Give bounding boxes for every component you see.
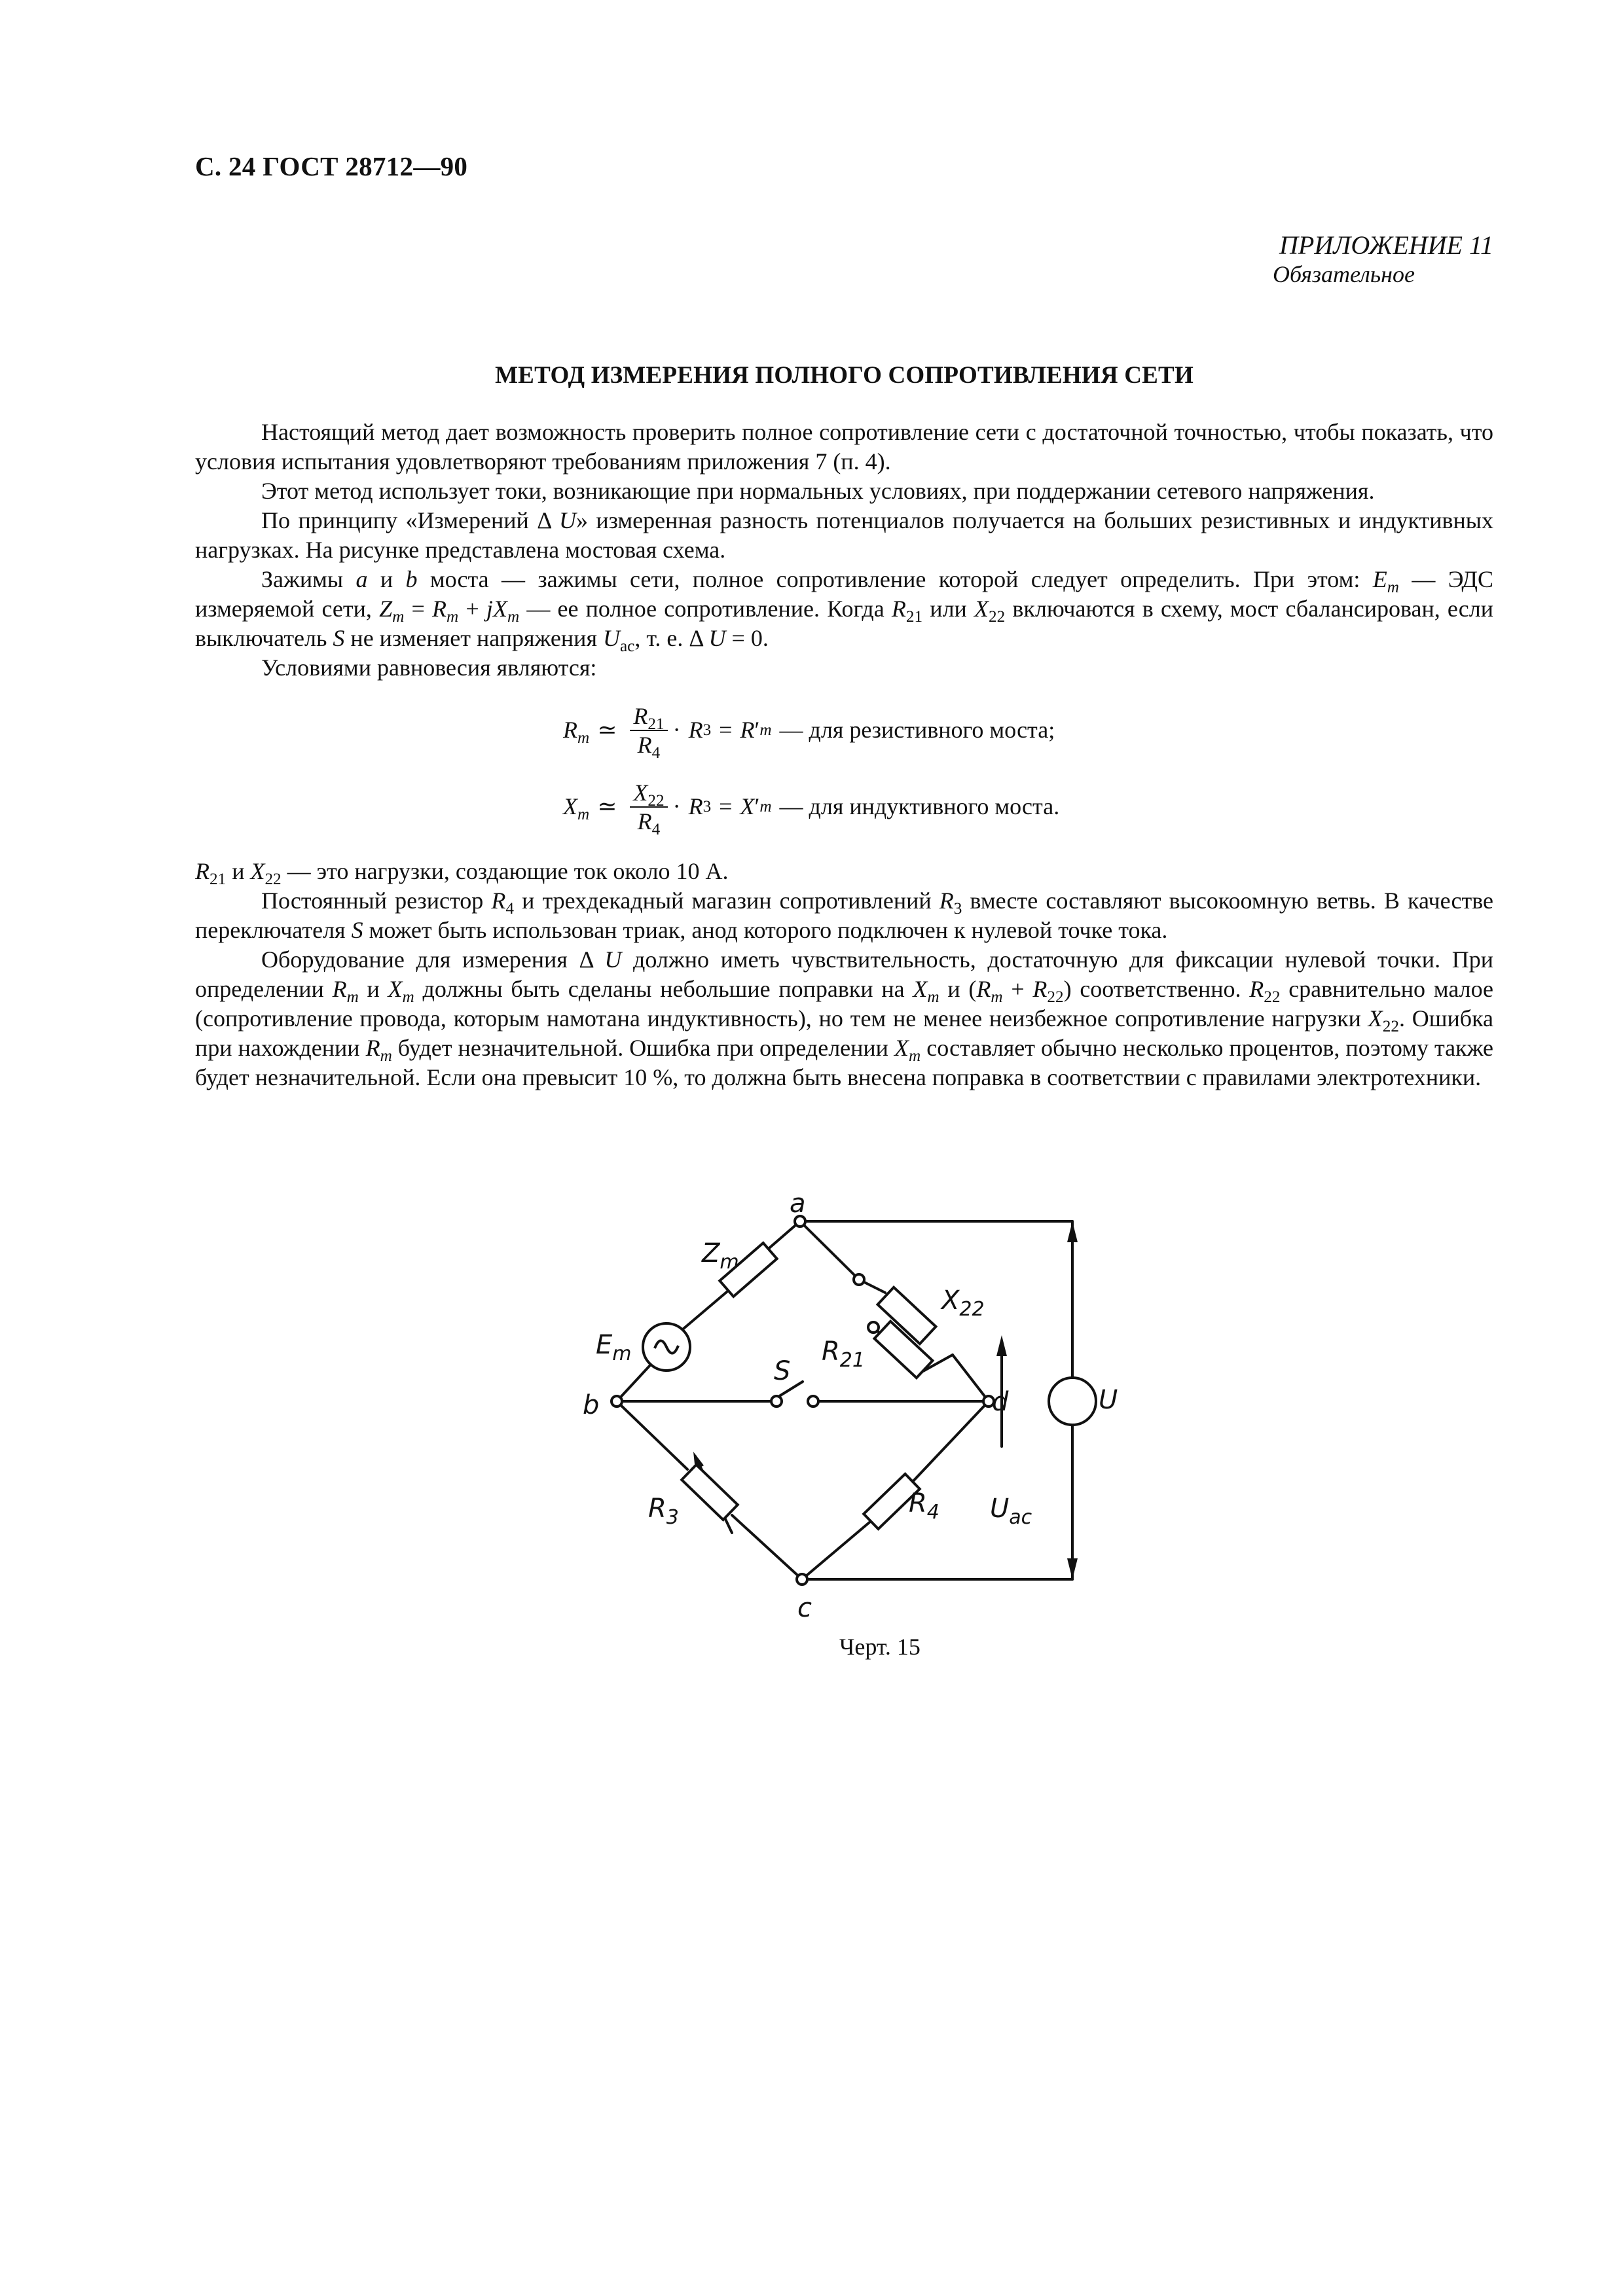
- appendix-number: ПРИЛОЖЕНИЕ 11: [1279, 230, 1493, 260]
- paragraph-8: Оборудование для измерения Δ U должно иметь чувствительность, достаточную для фиксации нулевой точки. При определении $R_m$ и $X_m$ должны быть сделаны небольшие поправки на $X_m$ и $(R_m + R_{22})$ соответственно. $R_{22}$ сравнительно малое (сопротивление провода, которым намотана индуктивность), но тем не менее неизбежное сопротивление нагрузки $X_{22}$. Ошибка при нахождении $R_m$ будет незначительной. Ошибка при определении $X_m$ составляет обычно несколько процентов, поэтому также будет незначительной. Если она превысит 10 %, то должна быть внесена поправка в соответствии с правилами электротехники.: [195, 946, 1494, 1090]
- wire-r3-c: [732, 1515, 802, 1579]
- label-zm: $Z_m$: [702, 1238, 739, 1274]
- arrow-uac-head: [996, 1335, 1007, 1356]
- wire-zm-em: [684, 1288, 731, 1329]
- x22-terminal: [854, 1274, 864, 1285]
- r3-variable-resistor: [682, 1465, 738, 1520]
- wire-b-r3: [617, 1401, 687, 1469]
- meter-arrow-down: [1067, 1558, 1078, 1579]
- r21-terminal: [868, 1322, 879, 1333]
- label-c: c: [797, 1593, 812, 1623]
- wire-a-zm: [765, 1221, 800, 1251]
- voltmeter: [1049, 1378, 1096, 1425]
- paragraph-2: Этот метод использует токи, возникающие при нормальных условиях, при поддержании сетевого напряжения.: [261, 478, 1375, 504]
- node-c: [797, 1574, 807, 1585]
- paragraph-1: Настоящий метод дает возможность проверить полное сопротивление сети с достаточной точностью, чтобы показать, что условия испытания удовлетворяют требованиям приложения 7 (п. 4).: [195, 419, 1493, 475]
- label-s: S: [774, 1356, 791, 1386]
- page-title: МЕТОД ИЗМЕРЕНИЯ ПОЛНОГО СОПРОТИВЛЕНИЯ СЕТИ: [495, 362, 1194, 389]
- wire-x22-d: [953, 1355, 989, 1401]
- paragraph-4: Зажимы a и b моста — зажимы сети, полное сопротивление которой следует определить. При этом: $E_m$ — ЭДС измеряемой сети, $Z_m = R_m + jX_m$ — ее полное сопротивление. Когда $R_{21}$ или $X_{22}$ включаются в схему, мост сбалансирован, если выключатель S не изменяет напряжения $U_{ac}$, т. е. Δ U = 0.: [195, 566, 1494, 656]
- meter-arrow-up: [1067, 1221, 1078, 1242]
- switch-contact-left: [771, 1396, 782, 1407]
- label-uac: $U_{ac}$: [990, 1494, 1032, 1529]
- appendix-status: Обязательное: [1273, 261, 1415, 287]
- label-x22: $X_{22}$: [941, 1285, 985, 1321]
- label-d: d: [992, 1387, 1009, 1417]
- wire-a-x22: [800, 1221, 859, 1280]
- label-r3: $R_3$: [648, 1494, 679, 1529]
- formula-inductive: $X_m$ ≃ $\frac{X_{22}}{R_4}$ · R 3 = X ′ m — для индуктивного моста.: [563, 779, 1060, 838]
- page-header: С. 24 ГОСТ 28712—90: [195, 151, 468, 181]
- label-r21: $R_{21}$: [822, 1336, 865, 1372]
- wire-r4-d: [910, 1401, 989, 1484]
- label-em: $E_m$: [596, 1330, 632, 1365]
- label-b: b: [583, 1390, 600, 1420]
- wire-c-r4: [802, 1518, 874, 1579]
- label-u: U: [1099, 1385, 1118, 1415]
- figure-caption: Черт. 15: [839, 1634, 921, 1660]
- label-a: a: [790, 1189, 806, 1219]
- label-r4: $R_4$: [909, 1488, 939, 1524]
- switch-contact-right: [808, 1396, 818, 1407]
- paragraph-3: По принципу «Измерений Δ U» измеренная разность потенциалов получается на больших резистивных и индуктивных нагрузках. На рисунке представлена мостовая схема.: [195, 507, 1493, 563]
- node-b: [611, 1396, 622, 1407]
- paragraph-5: Условиями равновесия являются:: [261, 655, 597, 681]
- wire-em-b: [617, 1366, 649, 1401]
- paragraph-7: Постоянный резистор $R_4$ и трехдекадный магазин сопротивлений $R_3$ вместе составляют высокоомную ветвь. В качестве переключателя S может быть использован триак, анод которого подключен к нулевой точке тока.: [195, 888, 1493, 943]
- paragraph-6: $R_{21}$ и $X_{22}$ — это нагрузки, создающие ток около 10 А.: [195, 858, 729, 889]
- formula-resistive: $R_m$ ≃ $\frac{R_{21}}{R_4}$ · R 3 = R ′ m — для резистивного моста;: [563, 702, 1055, 762]
